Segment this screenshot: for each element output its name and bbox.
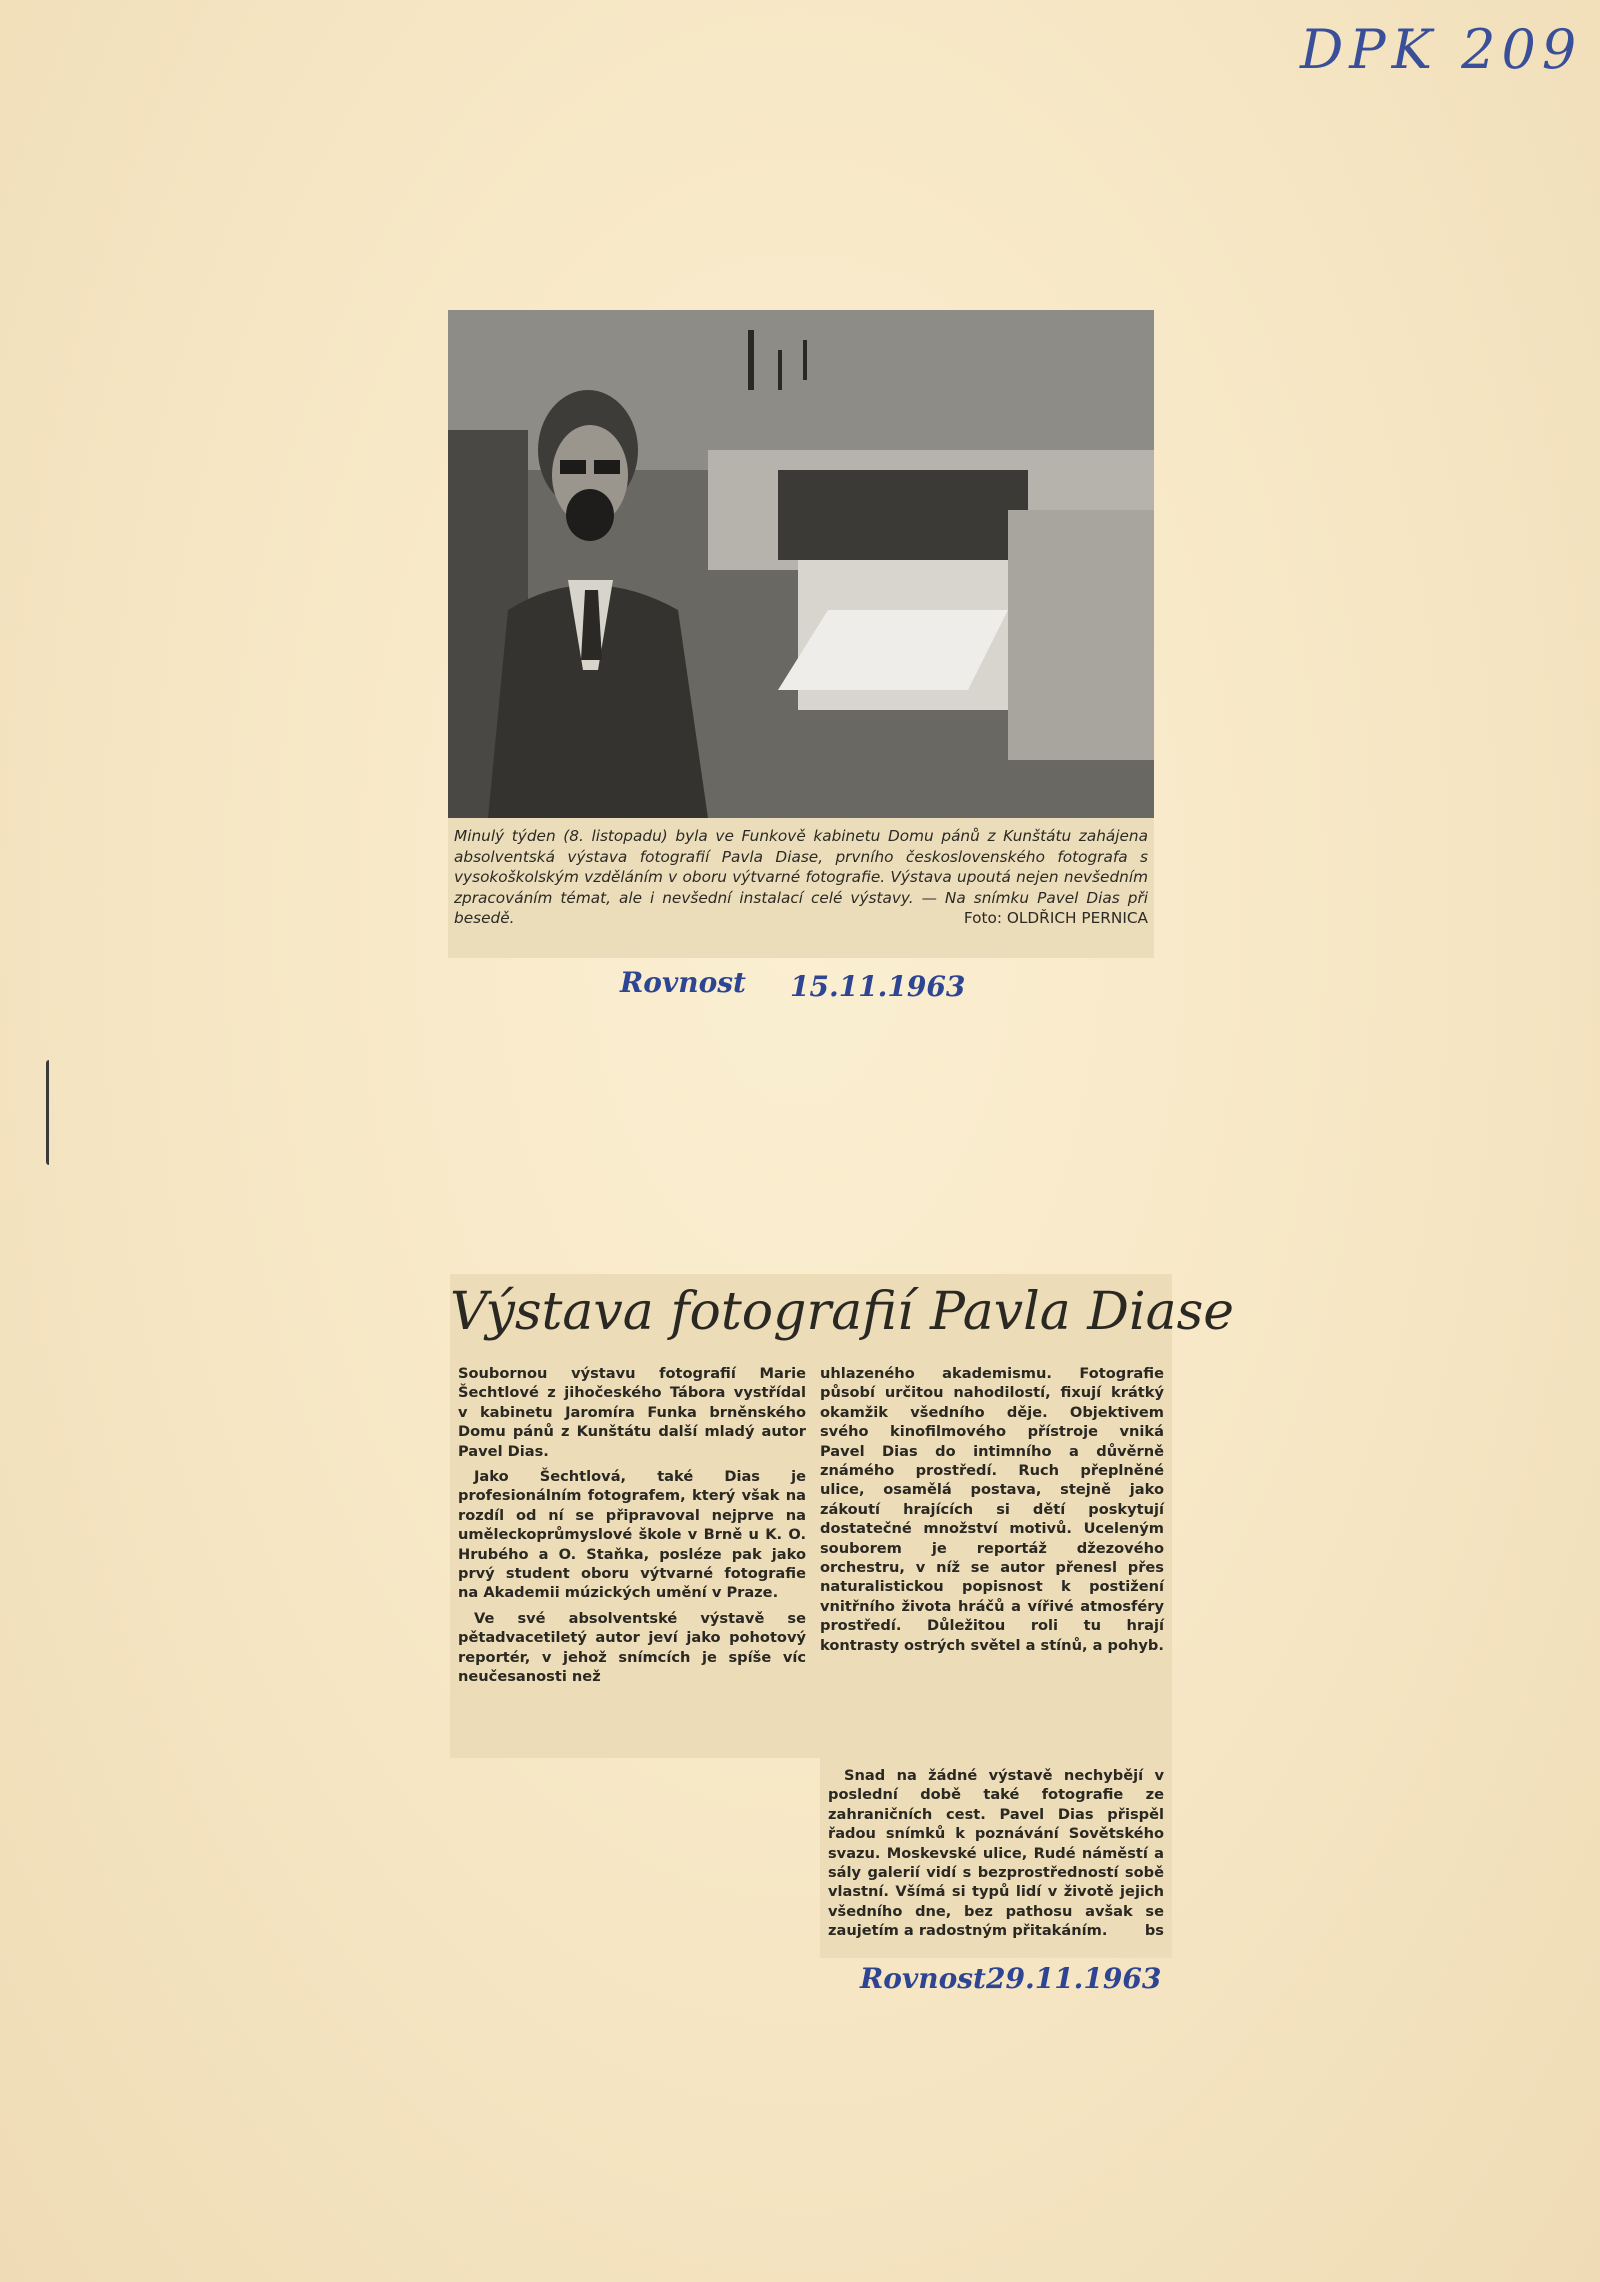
newspaper-clipping-article xyxy=(450,1274,1235,1758)
caption-text: Minulý týden (8. listopadu) byla ve Funkově kabinetu Domu pánů z Kunštátu zahájena absolventská výstava fotografií Pavla Diase, prvního československého fotografa s vysokoškolským vzděláním v oboru výtvarné fotografie. Výstava upoutá nejen nevšedním zpracováním témat, ale i nevšední instalací celé výstavy. — Na snímku Pavel Dias při besedě. xyxy=(454,827,1148,927)
article-paragraph xyxy=(828,1766,1164,1941)
photo-pavel-dias xyxy=(448,310,1154,818)
archive-code-handwritten: DPK 209 xyxy=(1300,18,1583,81)
article-paragraph: Ve své absolventské výstavě se pětadvacetiletý autor jeví jako pohotový reportér, v jehož snímcích je spíše víc neučesanosti než xyxy=(458,1609,806,1686)
article-column-left xyxy=(458,1364,806,1693)
source-date: 29.11.1963 xyxy=(986,1962,1162,1995)
article-paragraph-text: Snad na žádné výstavě nechybějí v poslední době také fotografie ze zahraničních cest. Pavel Dias přispěl řadou snímků k poznávání Sovětského svazu. Moskevské ulice, Rudé náměstí a sály galerií vidí s bezprostředností sobě vlastní. Všímá si typů lidí v životě jejich všedního dne, bez pathosu avšak se zaujetím a radostným přitakáním. xyxy=(828,1767,1164,1940)
photo-credit: Foto: OLDŘICH PERNICA xyxy=(963,909,1148,927)
handwritten-source-2 xyxy=(860,1962,1180,2012)
source-newspaper: Rovnost xyxy=(860,1962,986,1995)
source-date: 15.11.1963 xyxy=(790,970,966,1003)
article-paragraph: uhlazeného akademismu. Fotografie působí určitou nahodilostí, fixují krátký okamžik všedního děje. Objektivem svého kinofilmového přístroje vniká Pavel Dias do intimního a důvěrně známého prostředí. Ruch přeplněné ulice, osamělá postava, stejně jako zákoutí hrajících si dětí poskytují dostatečné množství motivů. Uceleným souborem je reportáž džezového orchestru, v níž se autor přenesl přes naturalistickou popisnost k postižení vnitřního života hráčů a vířivé atmosféry prostředí. Důležitou roli tu hrají kontrasty ostrých světel a stínů, a pohyb. xyxy=(820,1365,1164,1654)
photo-caption xyxy=(454,826,1148,946)
article-column-right-continued xyxy=(828,1766,1164,1947)
newspaper-clipping-article-tail xyxy=(820,1758,1172,1958)
newspaper-clipping-photo xyxy=(448,310,1154,958)
author-signature: bs xyxy=(1144,1922,1164,1940)
source-newspaper: Rovnost xyxy=(620,966,746,999)
handwritten-source-1 xyxy=(620,966,1080,1016)
article-column-right xyxy=(820,1364,1164,1661)
article-paragraph: Jako Šechtlová, také Dias je profesionálním fotografem, který však na rozdíl od ní se připravoval nejprve na uměleckoprůmyslové škole v Brně u K. O. Hrubého a O. Staňka, posléze pak jako prvý student oboru výtvarné fotografie na Akademii múzických umění v Praze. xyxy=(458,1468,806,1602)
margin-pencil-mark xyxy=(46,1060,55,1165)
article-headline: Výstava fotografií Pavla Diase xyxy=(450,1282,1235,1342)
article-paragraph: Soubornou výstavu fotografií Marie Šechtlové z jihočeského Tábora vystřídal v kabinetu Jaromíra Funka brněnského Domu pánů z Kunštátu další mladý autor Pavel Dias. xyxy=(458,1365,806,1460)
